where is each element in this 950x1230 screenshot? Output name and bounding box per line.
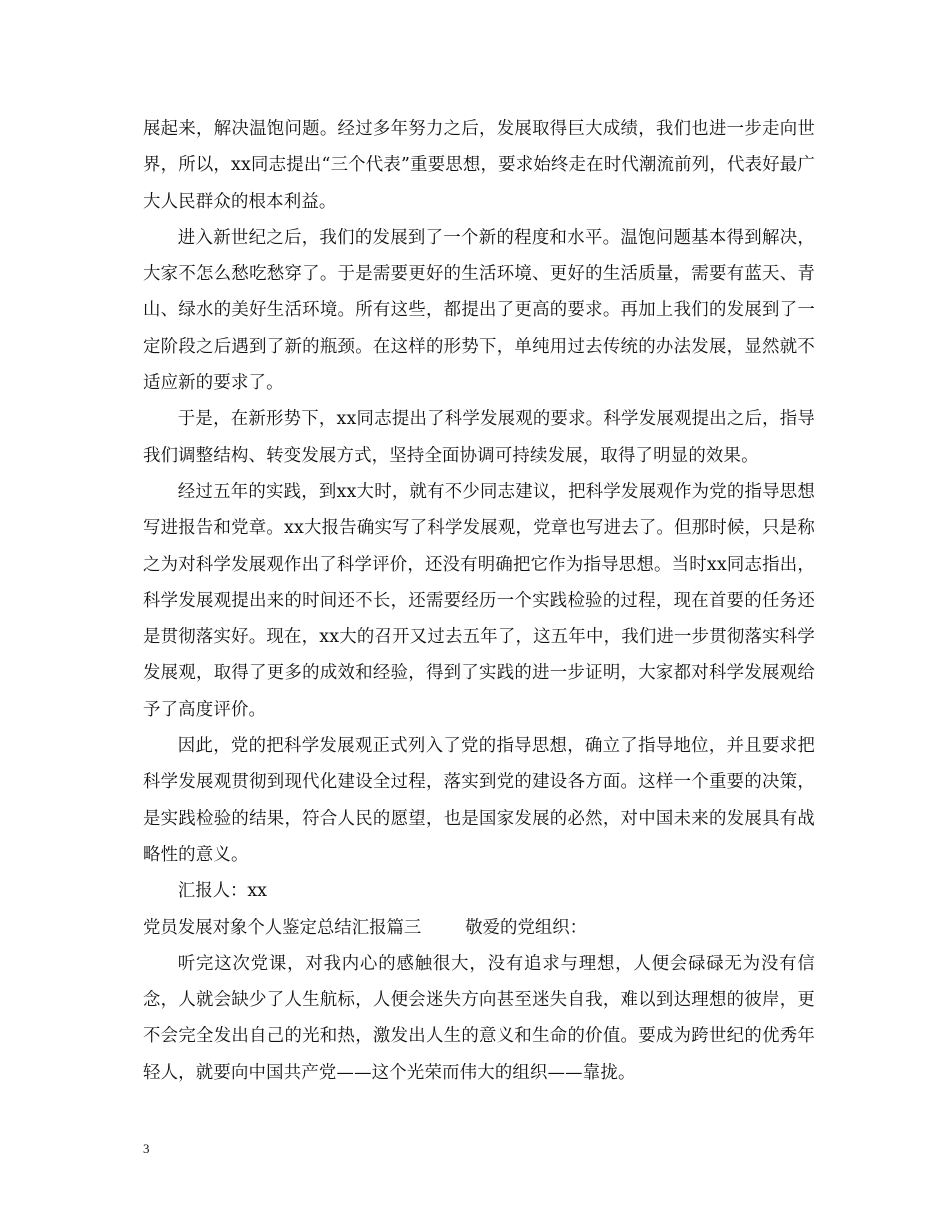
paragraph-final: 听完这次党课，对我内心的感触很大，没有追求与理想，人便会碌碌无为没有信念，人就会缺少了人生航标，人便会迷失方向甚至迷失自我，难以到达理想的彼岸，更不会完全发出自己的光和热，激发出人生的意义和生命的价值。要成为跨世纪的优秀年轻人，就要向中国共产党——这个光荣而伟大的组织——靠拢。: [143, 953, 815, 1083]
paragraph-2: 进入新世纪之后，我们的发展到了一个新的程度和水平。温饱问题基本得到解决，大家不怎么愁吃愁穿了。于是需要更好的生活环境、更好的生活质量，需要有蓝天、青山、绿水的美好生活环境。所有这些，都提出了更高的要求。再加上我们的发展到了一定阶段之后遇到了新的瓶颈。在这样的形势下，单纯用过去传统的办法发展，显然就不适应新的要求了。: [143, 227, 815, 394]
document-body: [143, 111, 815, 1091]
salutation: 敬爱的党组织：: [465, 917, 588, 938]
page-number: 3: [143, 1141, 150, 1156]
section-heading: [143, 910, 815, 946]
paragraph-5: 因此，党的把科学发展观正式列入了党的指导思想，确立了指导地位，并且要求把科学发展观贯彻到现代化建设全过程，落实到党的建设各方面。这样一个重要的决策，是实践检验的结果，符合人民的愿望，也是国家发展的必然，对中国未来的发展具有战略性的意义。: [143, 736, 815, 865]
paragraph-4: 经过五年的实践，到xx大时，就有不少同志建议，把科学发展观作为党的指导思想写进报告和党章。xx大报告确实写了科学发展观，党章也写进去了。但那时候，只是称之为对科学发展观作出了科学评价，还没有明确把它作为指导思想。当时xx同志指出，科学发展观提出来的时间还不长，还需要经历一个实践检验的过程，现在首要的任务还是贯彻落实好。现在，xx大的召开又过去五年了，这五年中，我们进一步贯彻落实科学发展观，取得了更多的成效和经验，得到了实践的进一步证明，大家都对科学发展观给予了高度评价。: [143, 481, 815, 720]
paragraph-1: 展起来，解决温饱问题。经过多年努力之后，发展取得巨大成绩，我们也进一步走向世界，所以，xx同志提出“三个代表”重要思想，要求始终走在时代潮流前列，代表好最广大人民群众的根本利益。: [143, 119, 815, 212]
reporter-line: 汇报人：xx: [177, 881, 267, 902]
paragraph-3: 于是，在新形势下，xx同志提出了科学发展观的要求。科学发展观提出之后，指导我们调整结构、转变发展方式，坚持全面协调可持续发展，取得了明显的效果。: [143, 409, 815, 466]
section-title: 党员发展对象个人鉴定总结汇报篇三: [143, 917, 422, 938]
